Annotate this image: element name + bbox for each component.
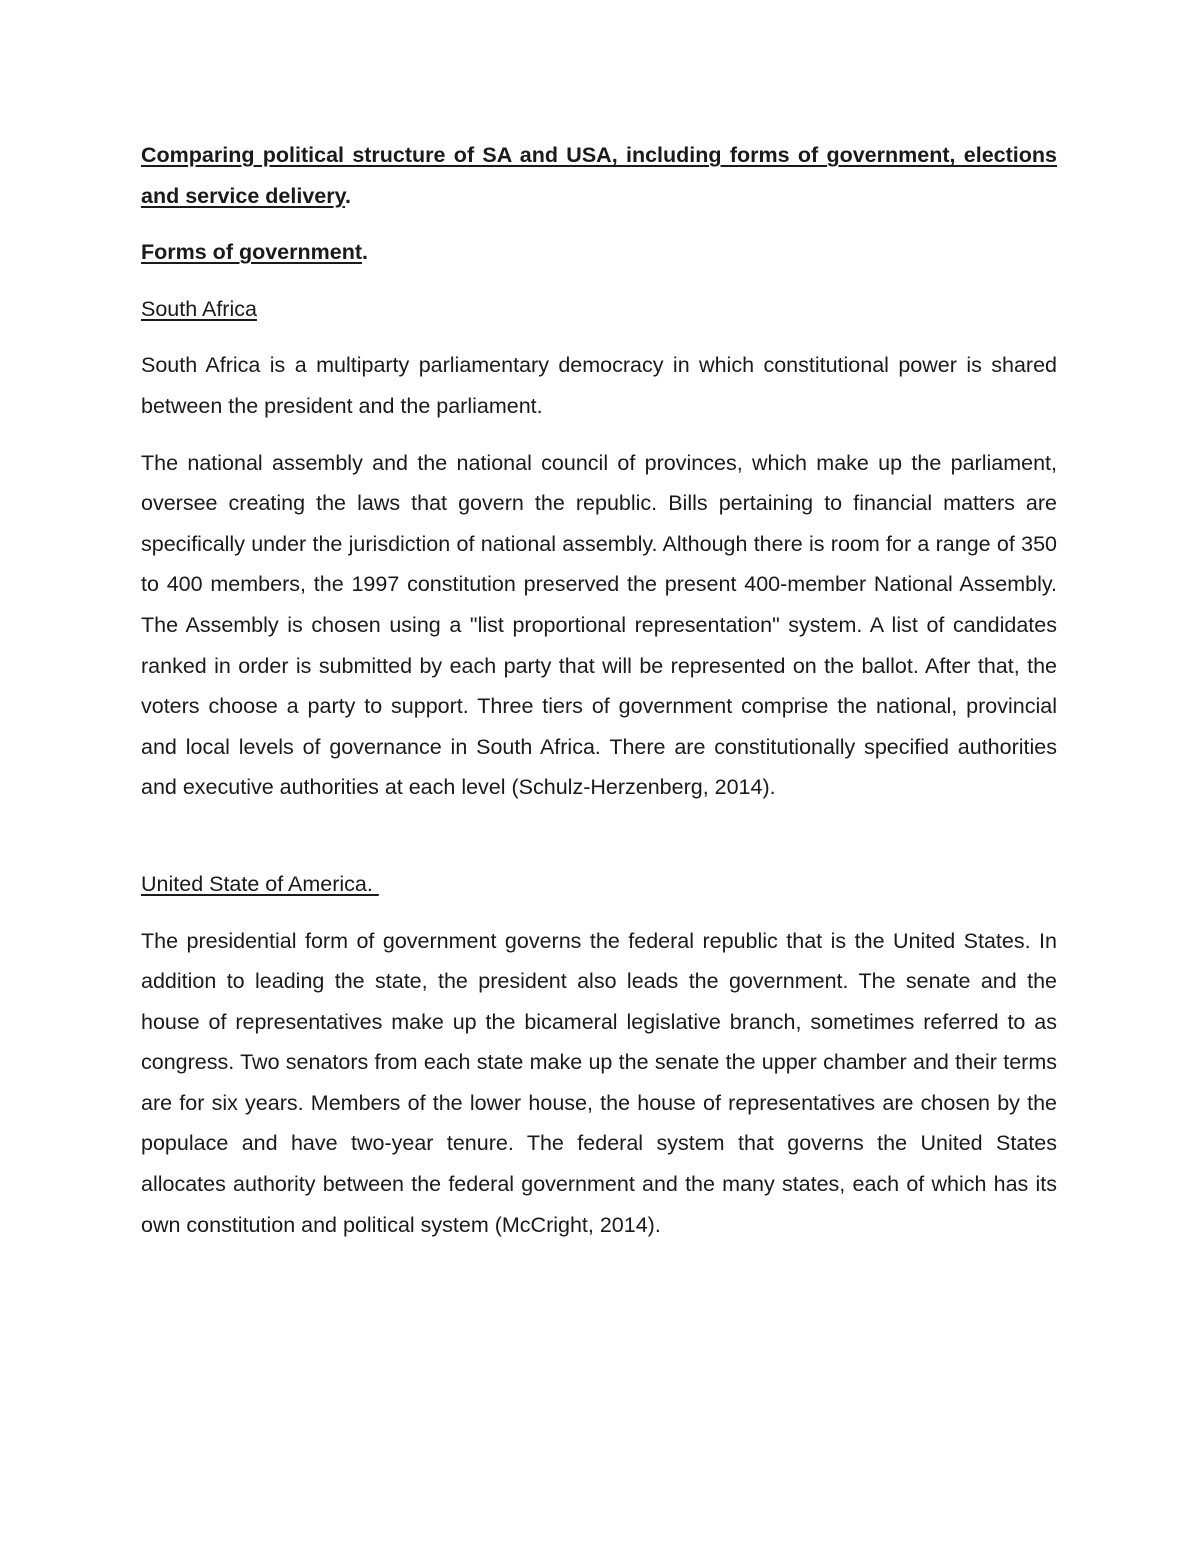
document-title [141, 135, 1057, 216]
subheading-usa: United State of America. [141, 871, 379, 896]
paragraph-sa-1: South Africa is a multiparty parliamentary democracy in which constitutional power is shared between the president and the parliament. [141, 353, 1057, 418]
document-title-suffix: . [344, 183, 351, 208]
paragraph-sa-2: The national assembly and the national council of provinces, which make up the parliament, oversee creating the laws that govern the republic. Bills pertaining to financial matters are specifically under the jurisdiction of national assembly. Although there is room for a range of 350 to 400 members, the 1997 constitution preserved the present 400-member National Assembly. The Assembly is chosen using a "list proportional representation" system. A list of candidates ranked in order is submitted by each party that will be represented on the ballot. After that, the voters choose a party to support. Three tiers of government comprise the national, provincial and local levels of governance in South Africa. There are constitutionally specified authorities and executive authorities at each level (Schulz-Herzenberg, 2014). [141, 450, 1057, 800]
document-title-text: Comparing political structure of SA and USA, including forms of government, elections and service delivery [141, 143, 1057, 208]
subheading-south-africa: South Africa [141, 296, 257, 321]
section-heading-forms-suffix: . [362, 240, 368, 265]
section-heading-forms-text: Forms of government [141, 240, 362, 265]
paragraph-usa-1: The presidential form of government governs the federal republic that is the United States. In addition to leading the state, the president also leads the government. The senate and the house of representatives make up the bicameral legislative branch, sometimes referred to as congress. Two senators from each state make up the senate the upper chamber and their terms are for six years. Members of the lower house, the house of representatives are chosen by the populace and have two-year tenure. The federal system that governs the United States allocates authority between the federal government and the many states, each of which has its own constitution and political system (McCright, 2014). [141, 928, 1057, 1237]
document-body [141, 135, 1057, 1245]
section-heading-forms [141, 232, 1057, 273]
